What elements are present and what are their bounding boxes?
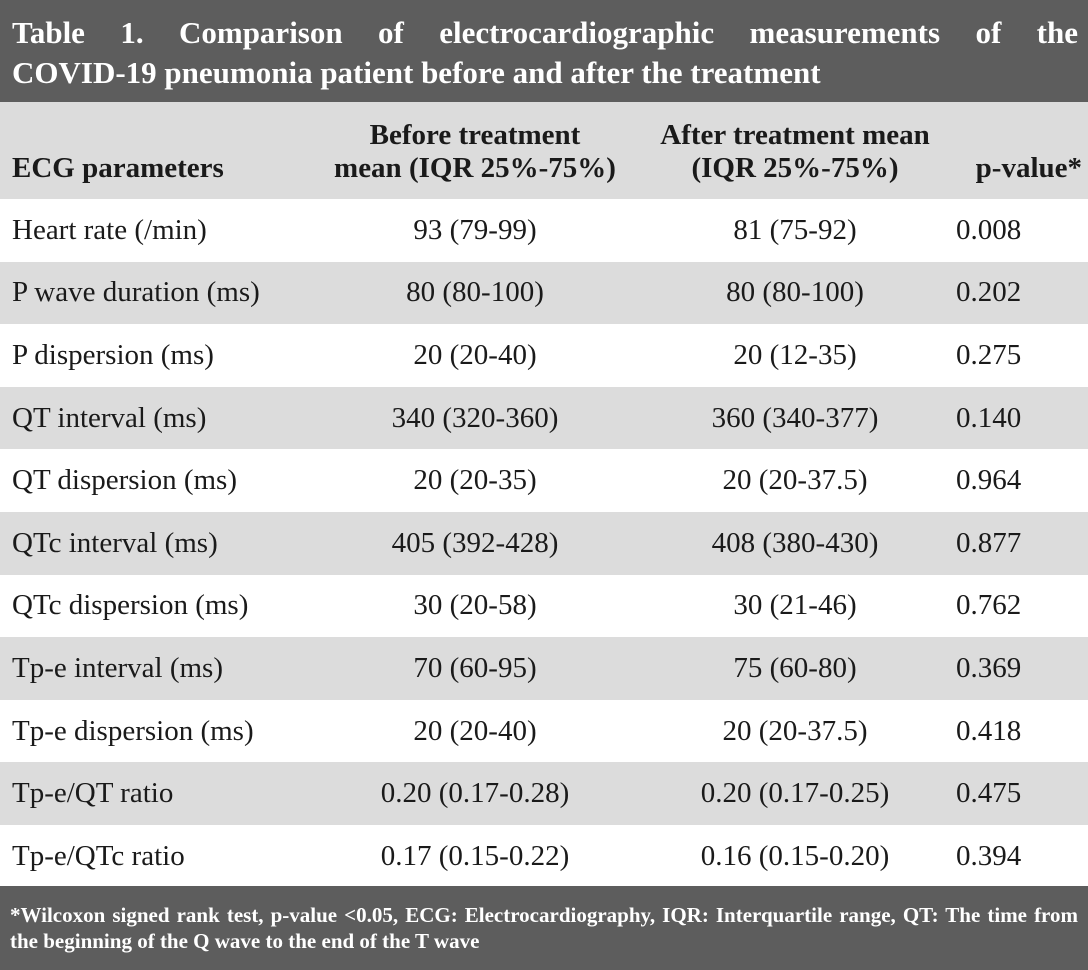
cell-after-treatment: 20 (12-35) bbox=[733, 338, 857, 371]
cell-p-value: 0.475 bbox=[956, 777, 1022, 810]
cell-after-treatment: 0.16 (0.15-0.20) bbox=[700, 839, 890, 872]
table-row bbox=[0, 199, 1088, 262]
cell-before-treatment: 340 (320-360) bbox=[391, 401, 559, 434]
table-row bbox=[0, 762, 1088, 825]
cell-after-treatment: 360 (340-377) bbox=[711, 401, 879, 434]
cell-p-value: 0.275 bbox=[956, 338, 1022, 371]
cell-parameter: QTc interval (ms) bbox=[12, 526, 218, 559]
cell-after-treatment: 0.20 (0.17-0.25) bbox=[700, 777, 890, 810]
header-after-line-1: After treatment mean bbox=[660, 119, 930, 151]
cell-before-treatment: 20 (20-35) bbox=[413, 464, 537, 497]
cell-parameter: Heart rate (/min) bbox=[12, 213, 207, 246]
cell-parameter: Tp-e/QTc ratio bbox=[12, 839, 185, 872]
cell-after-treatment: 20 (20-37.5) bbox=[722, 464, 868, 497]
cell-parameter: P dispersion (ms) bbox=[12, 338, 214, 371]
table-row bbox=[0, 825, 1088, 888]
cell-p-value: 0.394 bbox=[956, 839, 1022, 872]
table-header bbox=[0, 102, 1088, 199]
cell-after-treatment: 20 (20-37.5) bbox=[722, 714, 868, 747]
caption-line-1: Table 1. Comparison of electrocardiographic measurements of the bbox=[12, 15, 1078, 50]
cell-p-value: 0.008 bbox=[956, 213, 1022, 246]
cell-p-value: 0.877 bbox=[956, 526, 1022, 559]
table-footnote: *Wilcoxon signed rank test, p-value <0.05, ECG: Electrocardiography, IQR: Interquartile range, QT: The time from the beginning of the Q wave to the end of the T wave bbox=[0, 886, 1088, 970]
table-row bbox=[0, 387, 1088, 450]
cell-parameter: Tp-e interval (ms) bbox=[12, 651, 223, 684]
cell-before-treatment: 405 (392-428) bbox=[391, 526, 559, 559]
header-before-line-2: mean (IQR 25%-75%) bbox=[334, 152, 616, 184]
cell-p-value: 0.140 bbox=[956, 401, 1022, 434]
cell-parameter: QT dispersion (ms) bbox=[12, 464, 238, 497]
cell-before-treatment: 30 (20-58) bbox=[413, 589, 537, 622]
cell-p-value: 0.202 bbox=[956, 276, 1022, 309]
cell-p-value: 0.762 bbox=[956, 589, 1022, 622]
table-row bbox=[0, 449, 1088, 512]
cell-before-treatment: 20 (20-40) bbox=[413, 338, 537, 371]
cell-after-treatment: 408 (380-430) bbox=[711, 526, 879, 559]
cell-after-treatment: 75 (60-80) bbox=[733, 651, 857, 684]
cell-before-treatment: 70 (60-95) bbox=[413, 651, 537, 684]
cell-parameter: Tp-e/QT ratio bbox=[12, 777, 174, 810]
cell-after-treatment: 81 (75-92) bbox=[733, 213, 857, 246]
cell-before-treatment: 93 (79-99) bbox=[413, 213, 537, 246]
ecg-table bbox=[0, 102, 1088, 888]
header-p-value: p-value* bbox=[975, 152, 1082, 184]
table-row bbox=[0, 700, 1088, 763]
cell-before-treatment: 0.20 (0.17-0.28) bbox=[380, 777, 570, 810]
cell-before-treatment: 0.17 (0.15-0.22) bbox=[380, 839, 570, 872]
header-row bbox=[0, 102, 1088, 199]
header-after-treatment bbox=[640, 102, 950, 199]
cell-parameter: Tp-e dispersion (ms) bbox=[12, 714, 254, 747]
header-before-treatment bbox=[310, 102, 640, 199]
cell-parameter: QT interval (ms) bbox=[12, 401, 207, 434]
cell-after-treatment: 80 (80-100) bbox=[726, 276, 864, 309]
table-body bbox=[0, 199, 1088, 888]
table-row bbox=[0, 324, 1088, 387]
header-after-line-2: (IQR 25%-75%) bbox=[691, 152, 899, 184]
cell-before-treatment: 80 (80-100) bbox=[406, 276, 544, 309]
table-caption bbox=[0, 0, 1088, 102]
cell-before-treatment: 20 (20-40) bbox=[413, 714, 537, 747]
cell-parameter: P wave duration (ms) bbox=[12, 276, 260, 309]
cell-parameter: QTc dispersion (ms) bbox=[12, 589, 249, 622]
cell-p-value: 0.964 bbox=[956, 464, 1022, 497]
header-before-line-1: Before treatment bbox=[369, 119, 581, 151]
cell-p-value: 0.369 bbox=[956, 651, 1022, 684]
cell-p-value: 0.418 bbox=[956, 714, 1022, 747]
table-row bbox=[0, 575, 1088, 638]
table-row bbox=[0, 637, 1088, 700]
header-ecg-parameters: ECG parameters bbox=[12, 152, 224, 184]
cell-after-treatment: 30 (21-46) bbox=[733, 589, 857, 622]
caption-line-2: COVID-19 pneumonia patient before and after the treatment bbox=[12, 55, 821, 90]
table-row bbox=[0, 512, 1088, 575]
table-row bbox=[0, 262, 1088, 325]
